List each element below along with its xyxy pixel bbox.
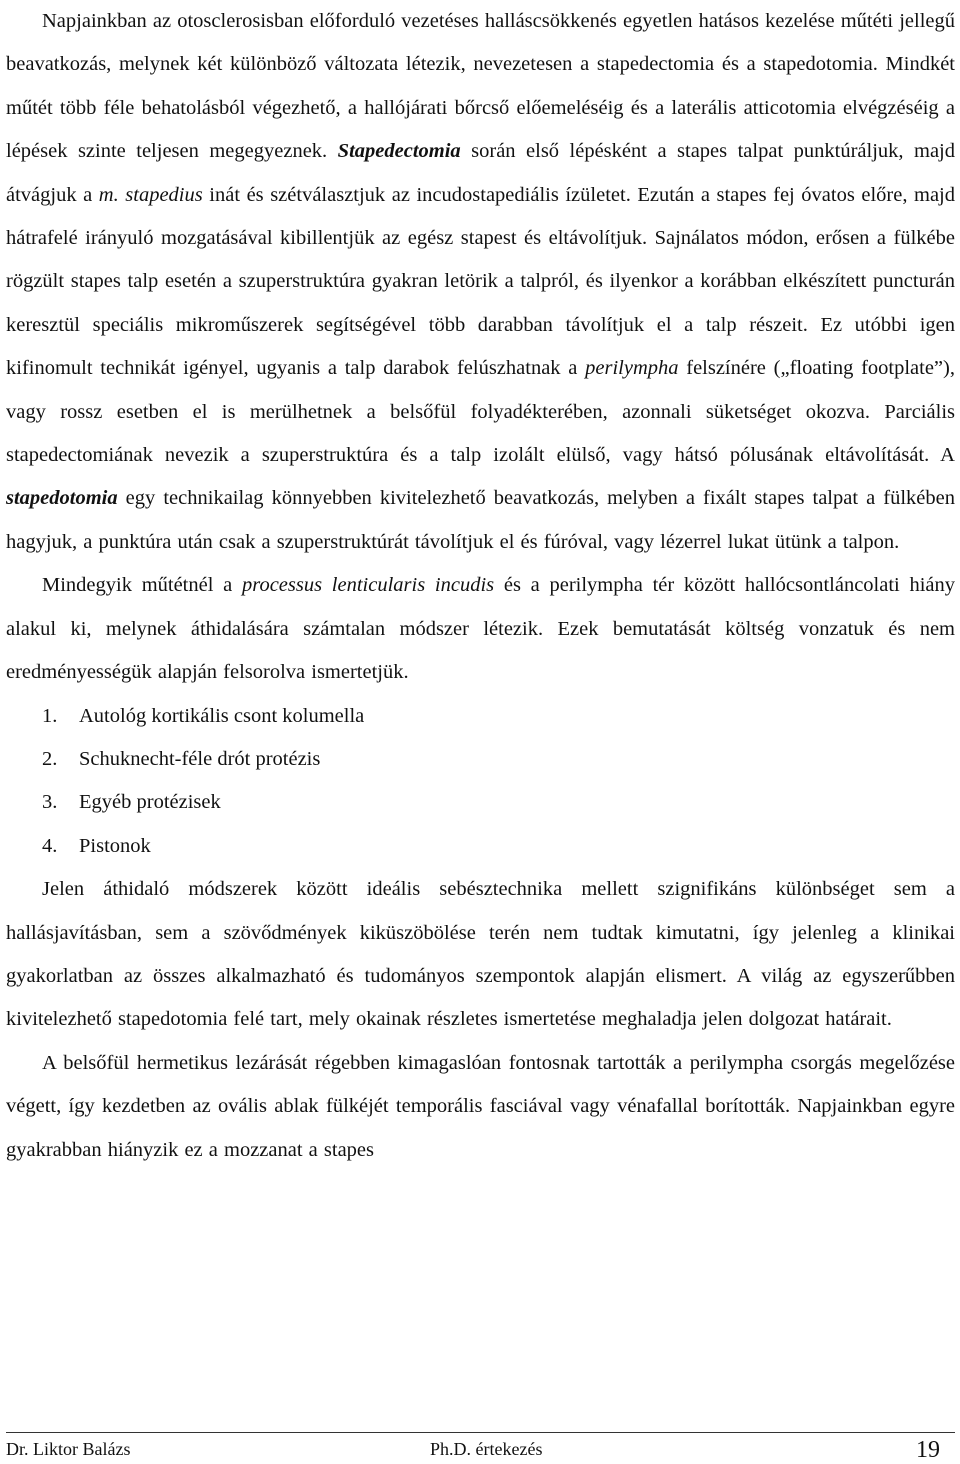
footer-title: Ph.D. értekezés — [430, 1439, 543, 1459]
list-number: 1. — [42, 704, 58, 727]
paragraph-hermetic-closure: A belsőfül hermetikus lezárását régebben kimagaslóan fontosnak tartották a perilympha csorgás megelőzése végett, így kezdetben az ovális ablak fülkéjét temporális fasciával vagy vénafallal borították. Napjainkban egyre gyakrabban hiányzik ez a mozzanat a stapes — [6, 1051, 955, 1161]
list-item — [6, 738, 955, 781]
document-body — [6, 0, 955, 1172]
term-stapedotomia: stapedotomia — [6, 487, 118, 510]
term-perilympha: perilympha — [585, 357, 679, 380]
list-item — [6, 825, 955, 868]
footer-divider — [6, 1432, 955, 1433]
list-number: 2. — [42, 747, 58, 770]
text-run: és a perilympha tér között hallócsontláncolati hiány alakul ki, melynek áthidalására számtalan módszer létezik. Ezek bemutatását költség vonzatuk és nem eredményességük alapján felsorolva ismertetjük. — [6, 574, 956, 684]
paragraph-bridging-methods — [6, 564, 955, 694]
list-text: Autológ kortikális csont kolumella — [79, 704, 365, 727]
prosthesis-list — [6, 695, 955, 869]
text-run: során első lépésként a stapes talpat punktúráljuk, majd átvágjuk a — [6, 140, 956, 206]
list-item — [6, 781, 955, 824]
term-stapedectomia: Stapedectomia — [337, 140, 461, 163]
term-m-stapedius: m. stapedius — [98, 183, 203, 206]
paragraph-surgery-types — [6, 0, 955, 564]
text-run: Napjainkban az otosclerosisban előforduló vezetéses halláscsökkenés egyetlen hatásos kezelése műtéti jellegű beavatkozás, melynek két különböző változata létezik, nevezetesen a stapedectomia és a stapedotomia. Mindkét műtét több féle behatolásból végezhető, a hallójárati bőrcső előemeléséig és a laterális atticotomia elvégzéséig a lépések szinte teljesen megegyeznek. — [6, 10, 955, 163]
paragraph-comparison: Jelen áthidaló módszerek között ideális sebésztechnika mellett szignifikáns különbséget sem a hallásjavításban, sem a szövődmények kiküszöbölése terén nem tudtak kimutatni, így jelenleg a klinikai gyakorlatban az összes alkalmazható és tudományos szempontok alapján elismert. A világ az egyszerűbben kivitelezhető stapedotomia felé tart, mely okainak részletes ismertetése meghaladja jelen dolgozat határait. — [6, 878, 955, 1031]
text-run: egy technikailag könnyebben kivitelezhető beavatkozás, melyben a fixált stapes talpat a fülkében hagyjuk, a punktúra után csak a szuperstruktúrát távolítjuk el és fúróval, vagy lézerrel lukat ütünk a talpon. — [6, 487, 955, 553]
term-processus-lenticularis: processus lenticularis incudis — [241, 574, 495, 597]
text-run: felszínére („floating footplate”), vagy rossz esetben el is merülhetnek a belsőfül folyadékterében, azonnali süketséget okozva. Parciális stapedectomiának nevezik a szuperstruktúra és a talp izolált elülső, vagy hátsó pólusának eltávolítását. A — [6, 357, 955, 467]
footer-author: Dr. Liktor Balázs — [6, 1439, 131, 1459]
list-number: 3. — [42, 791, 58, 814]
list-text: Pistonok — [79, 834, 151, 857]
list-text: Schuknecht-féle drót protézis — [79, 747, 321, 770]
list-item — [6, 695, 955, 738]
page-number: 19 — [916, 1437, 940, 1463]
list-text: Egyéb protézisek — [79, 791, 221, 814]
text-run: Mindegyik műtétnél a — [42, 574, 242, 597]
list-number: 4. — [42, 834, 58, 857]
text-run: inát és szétválasztjuk az incudostapediális ízületet. Ezután a stapes fej óvatos előre, majd hátrafelé irányuló mozgatásával kibillentjük az egész stapest és eltávolítjuk. Sajnálatos módon, erősen a fülkébe rögzült stapes talp esetén a szuperstruktúra gyakran letörik a talpról, és ilyenkor a korábban elkészített puncturán keresztül speciális mikroműszerek segítségével több darabban távolítjuk el a talp részeit. Ez utóbbi igen kifinomult technikát igényel, ugyanis a talp darabok felúszhatnak a — [6, 183, 956, 380]
